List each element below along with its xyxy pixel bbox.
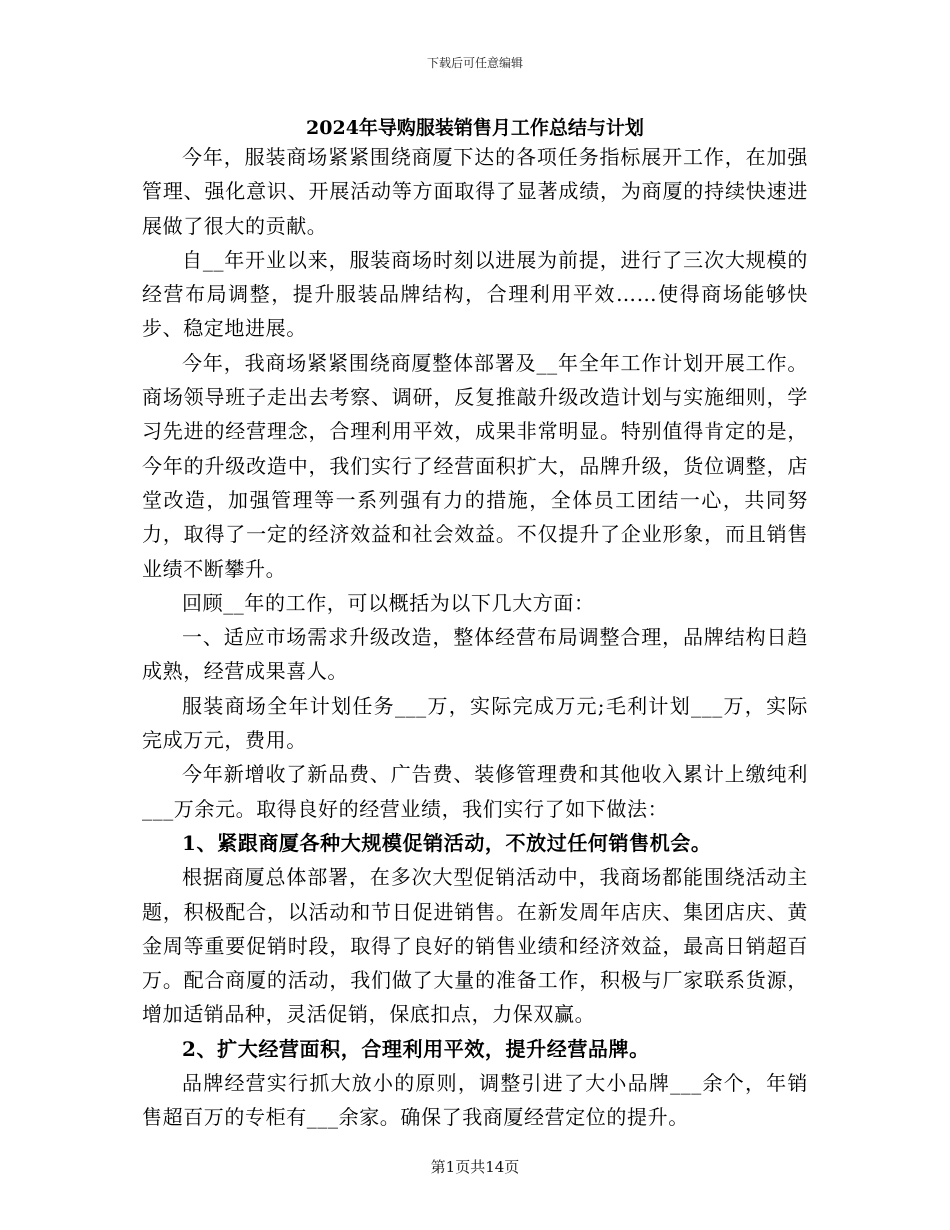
paragraph-income: 今年新增收了新品费、广告费、装修管理费和其他收入累计上缴纯利___万余元。取得良好的经营业绩，我们实行了如下做法： [142,762,808,821]
paragraph-history: 自__年开业以来，服装商场时刻以进展为前提，进行了三次大规模的经营布局调整，提升服装品牌结构，合理利用平效……使得商场能够快步、稳定地进展。 [142,247,808,341]
paragraph-promotions: 根据商厦总体部署，在多次大型促销活动中，我商场都能围绕活动主题，积极配合，以活动和节日促进销售。在新发周年店庆、集团店庆、黄金周等重要促销时段，取得了良好的销售业绩和经济效益，最高日销超百万。配合商厦的活动，我们做了大量的准备工作，积极与厂家联系货源，增加适销品种，灵活促销，保底扣点，力保双赢。 [142,865,808,1027]
header-note: 下载后可任意编辑 [426,56,523,70]
paragraph-this-year: 今年，我商场紧紧围绕商厦整体部署及__年全年工作计划开展工作。商场领导班子走出去考察、调研，反复推敲升级改造计划与实施细则，学习先进的经营理念，合理利用平效，成果非常明显。特别值得肯定的是，今年的升级改造中，我们实行了经营面积扩大，品牌升级，货位调整，店堂改造，加强管理等一系列强有力的措施，全体员工团结一心，共同努力，取得了一定的经济效益和社会效益。不仅提升了企业形象，而且销售业绩不断攀升。 [142,350,808,581]
document-body [142,140,808,1135]
paragraph-review: 回顾__年的工作，可以概括为以下几大方面： [182,590,595,615]
document-title: 2024年导购服装销售月工作总结与计划 [306,117,644,139]
paragraph-plan-figures: 服装商场全年计划任务___万，实际完成万元;毛利计划___万，实际完成万元，费用。 [142,693,808,753]
paragraph-section-one: 一、适应市场需求升级改造，整体经营布局调整合理，品牌结构日趋成熟，经营成果喜人。 [142,625,808,684]
paragraph-intro: 今年，服装商场紧紧围绕商厦下达的各项任务指标展开工作，在加强管理、强化意识、开展活动等方面取得了显著成绩，为商厦的持续快速进展做了很大的贡献。 [142,145,808,238]
heading-expand-area: 2、扩大经营面积，合理利用平效，提升经营品牌。 [182,1036,650,1061]
paragraph-brands: 品牌经营实行抓大放小的原则，调整引进了大小品牌___余个，年销售超百万的专柜有___余家。确保了我商厦经营定位的提升。 [142,1071,808,1130]
heading-promotions: 1、紧跟商厦各种大规模促销活动，不放过任何销售机会。 [182,830,712,855]
page-footer: 第1页共14页 [430,1158,520,1176]
